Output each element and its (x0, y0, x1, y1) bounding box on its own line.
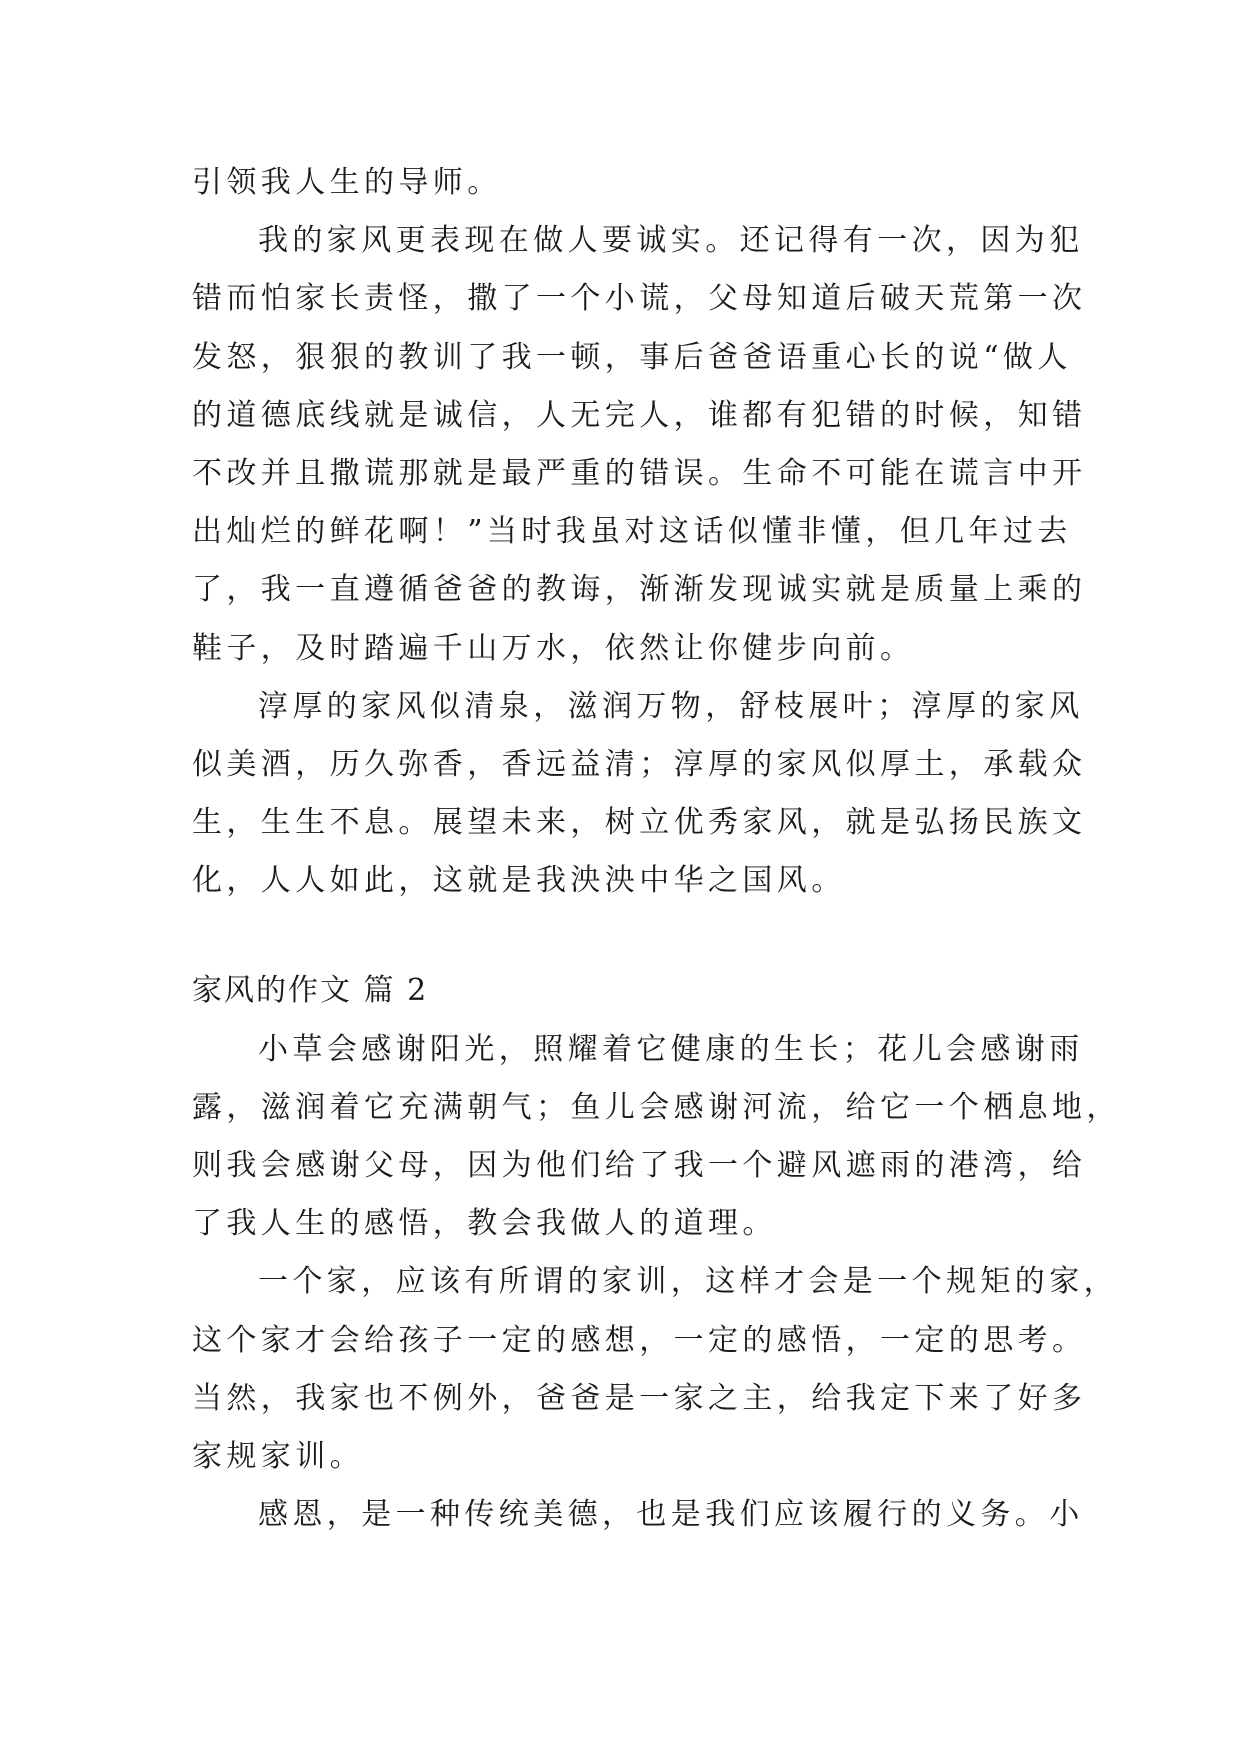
paragraph (192, 678, 1087, 911)
text-line: 发怒，狠狠的教训了我一顿，事后爸爸语重心长的说“做人 (192, 339, 1072, 375)
text-line: 家规家训。 (192, 1438, 364, 1474)
text-line: 这个家才会给孩子一定的感想，一定的感悟，一定的思考。 (192, 1322, 1087, 1358)
text-line: 小草会感谢阳光，照耀着它健康的生长；花儿会感谢雨 (258, 1031, 1084, 1067)
text-line: 的道德底线就是诚信，人无完人，谁都有犯错的时候，知错 (192, 397, 1087, 433)
paragraph (192, 1021, 1121, 1254)
section-gap (192, 910, 1072, 962)
text-line: 了我人生的感悟，教会我做人的道理。 (192, 1206, 777, 1242)
paragraph (192, 1486, 1084, 1544)
text-line: 不改并且撒谎那就是最严重的错误。生命不可能在谎言中开 (192, 455, 1087, 491)
text-line: 似美酒，历久弥香，香远益清；淳厚的家风似厚土，承载众 (192, 746, 1087, 782)
text-line: 露，滋润着它充满朝气；鱼儿会感谢河流，给它一个栖息地， (192, 1089, 1121, 1125)
text-line: 鞋子，及时踏遍千山万水，依然让你健步向前。 (192, 630, 915, 666)
text-line: 了，我一直遵循爸爸的教诲，渐渐发现诚实就是质量上乘的 (192, 572, 1087, 608)
text-line: 引领我人生的导师。 (192, 165, 502, 200)
text-line: 我的家风更表现在做人要诚实。还记得有一次，因为犯 (258, 223, 1084, 259)
text-line: 淳厚的家风似清泉，滋润万物，舒枝展叶；淳厚的家风 (258, 688, 1084, 724)
text-line: 一个家，应该有所谓的家训，这样才会是一个规矩的家， (258, 1264, 1118, 1300)
paragraph (192, 1253, 1118, 1486)
text-line: 当然，我家也不例外，爸爸是一家之主，给我定下来了好多 (192, 1380, 1087, 1416)
paragraph (192, 154, 1072, 212)
text-line: 化，人人如此，这就是我泱泱中华之国风。 (192, 863, 846, 899)
text-line: 生，生生不息。展望未来，树立优秀家风，就是弘扬民族文 (192, 805, 1087, 841)
section-heading: 家风的作文 篇 2 (192, 973, 429, 1009)
text-line: 感恩，是一种传统美德，也是我们应该履行的义务。小 (258, 1497, 1084, 1533)
text-line: 出灿烂的鲜花啊！”当时我虽对这话似懂非懂，但几年过去 (192, 514, 1072, 550)
document-body (192, 154, 1121, 1544)
text-line: 则我会感谢父母，因为他们给了我一个避风遮雨的港湾，给 (192, 1148, 1087, 1183)
paragraph (192, 212, 1087, 678)
text-line: 错而怕家长责怪，撒了一个小谎，父母知道后破天荒第一次 (192, 281, 1087, 317)
